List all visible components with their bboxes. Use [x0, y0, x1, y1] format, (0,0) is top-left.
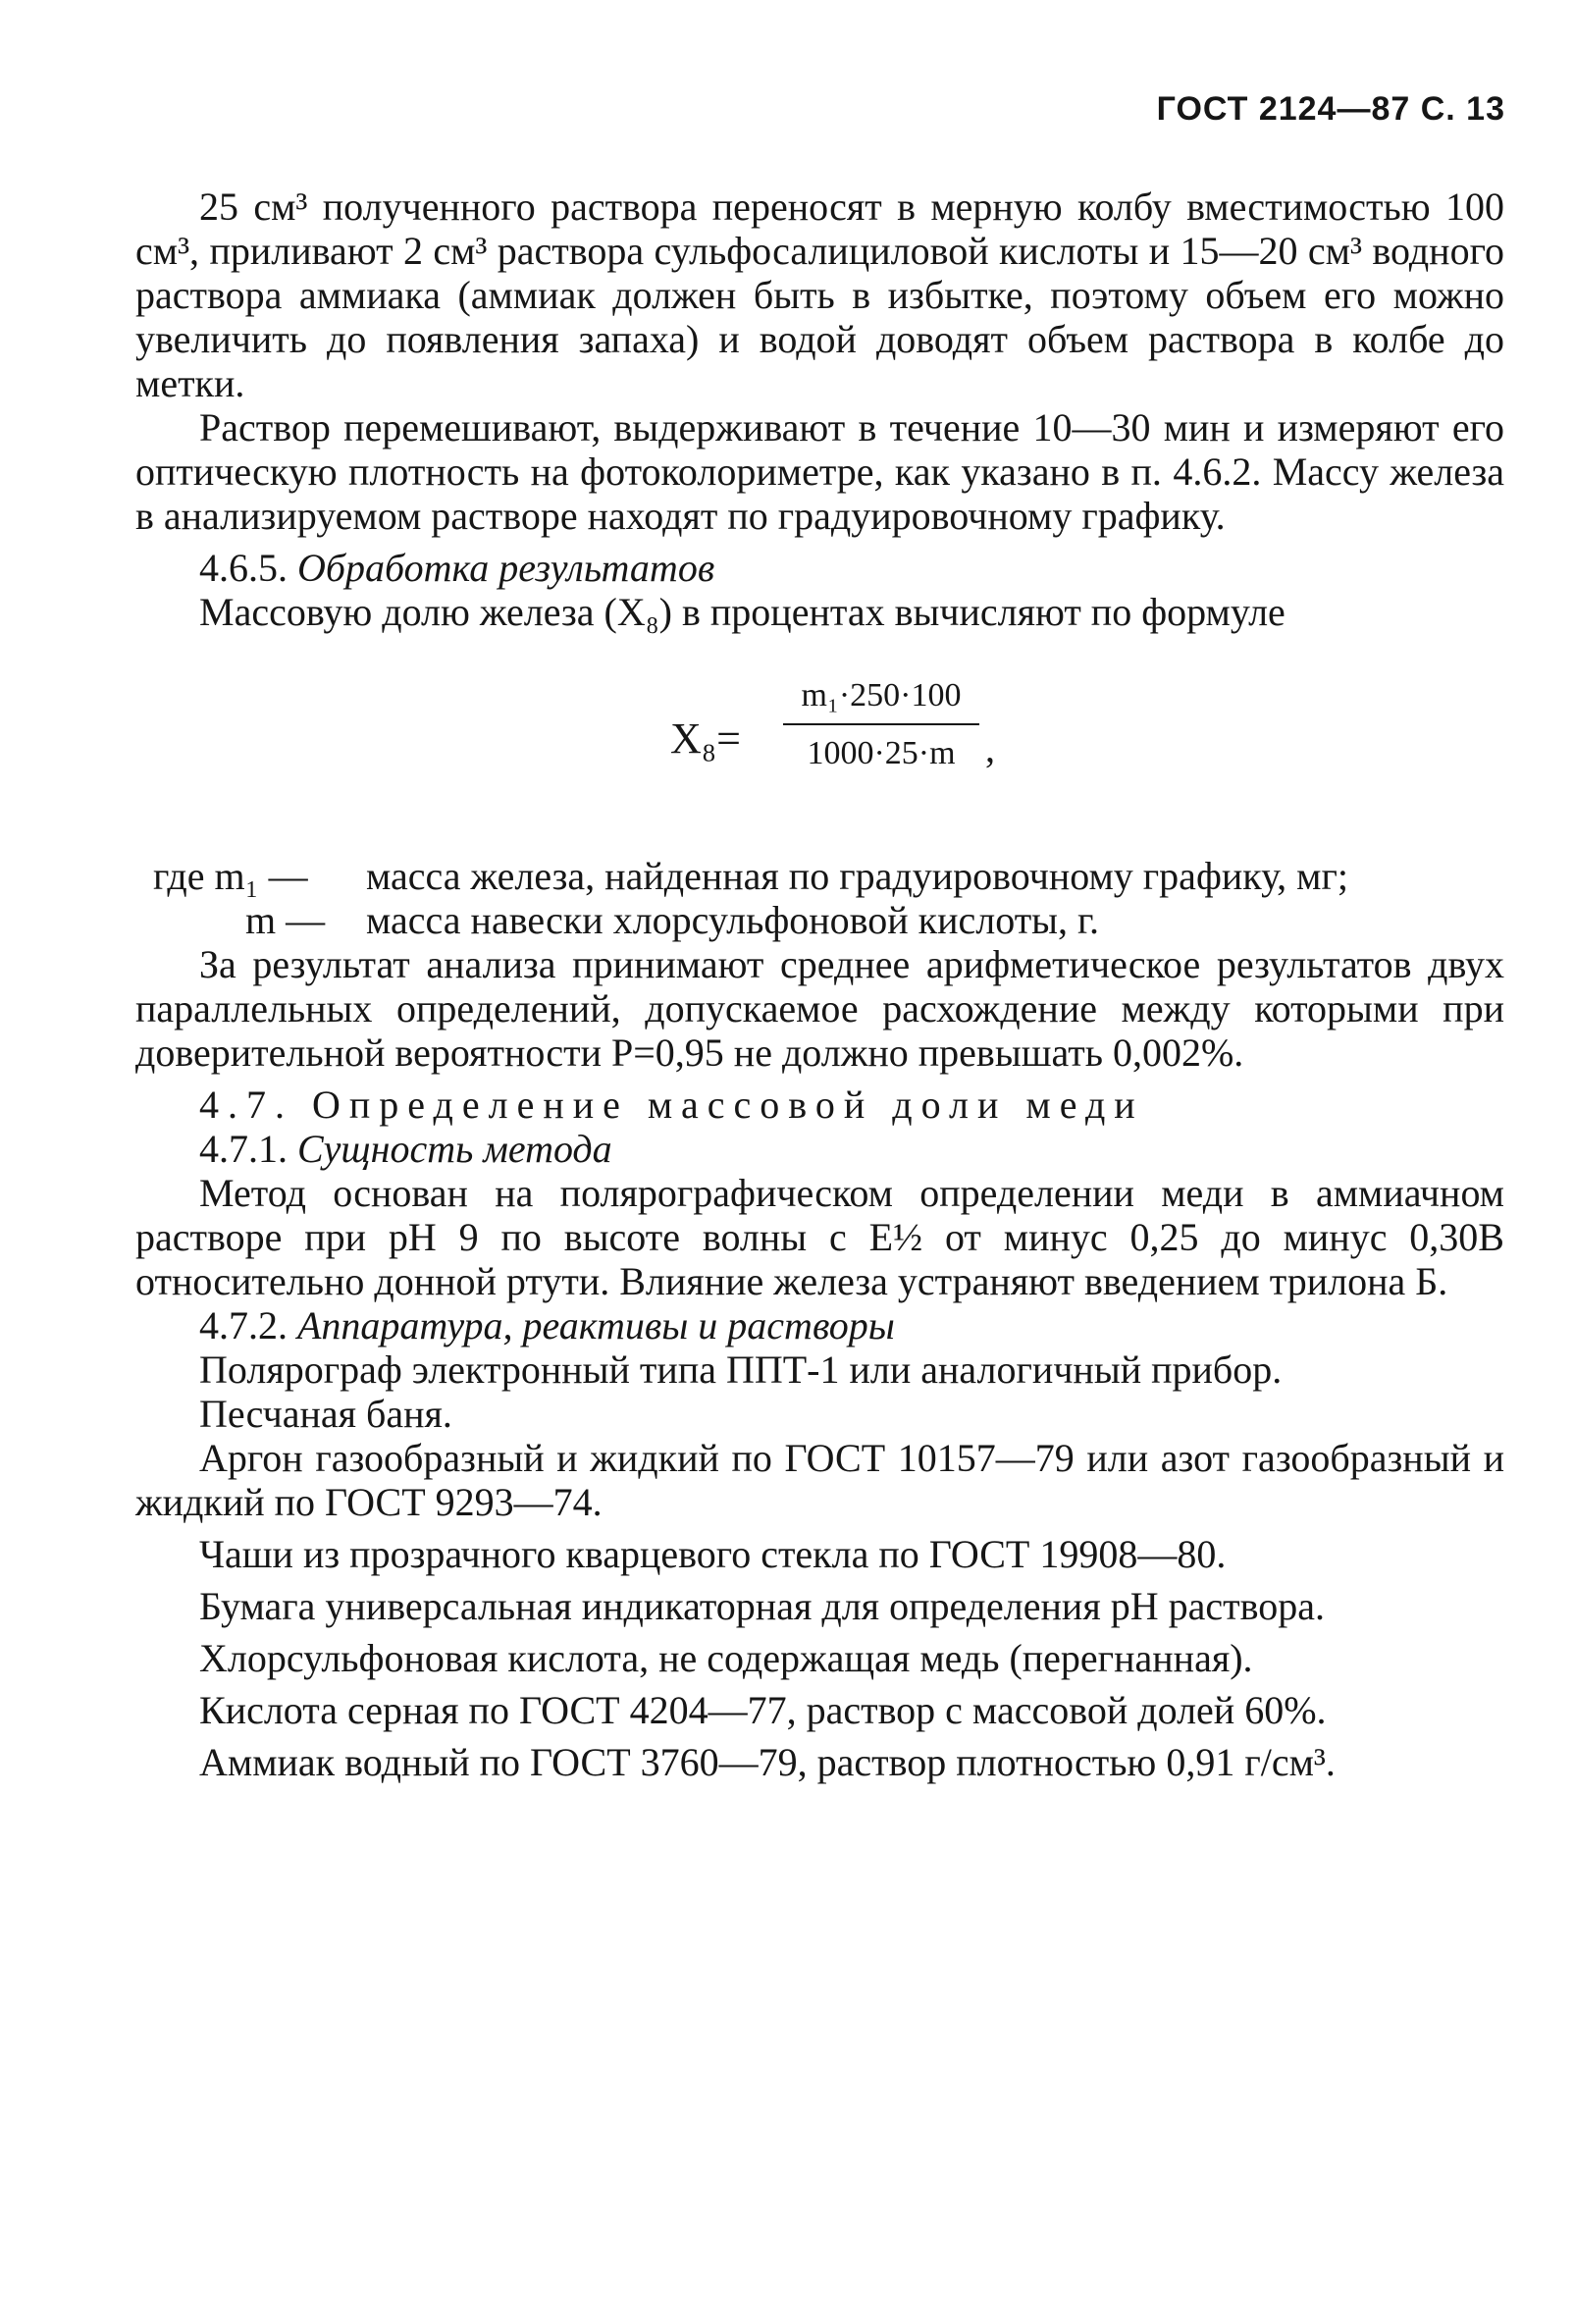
formula-denominator: 1000·25·m	[783, 723, 979, 775]
variable-text: масса навески хлорсульфоновой кислоты, г.	[366, 898, 1099, 942]
list-item: Аргон газообразный и жидкий по ГОСТ 10157—79 или азот газообразный и жидкий по ГОСТ 9293—74.	[135, 1436, 1504, 1524]
section-number: 4.7.1.	[199, 1127, 288, 1171]
paragraph: Метод основан на полярографическом определении меди в аммиачном растворе при pH 9 по высоте волны с E½ от минус 0,25 до минус 0,30В относительно донной ртути. Влияние железа устраняют введением трилона Б.	[135, 1171, 1504, 1303]
list-item: Кислота серная по ГОСТ 4204—77, раствор с массовой долей 60%.	[199, 1688, 1327, 1732]
list-item: Полярограф электронный типа ППТ-1 или аналогичный прибор.	[199, 1347, 1283, 1392]
variable-label: где m₁ —	[153, 854, 308, 898]
formula	[135, 673, 1504, 811]
formula-numerator: m₁·250·100	[801, 677, 962, 713]
variable-label: m —	[245, 898, 326, 942]
page-header: ГОСТ 2124—87 С. 13	[1156, 90, 1505, 128]
variable-definition	[135, 898, 1504, 942]
section-heading	[135, 546, 1504, 590]
paragraph: Массовую долю железа (X₈) в процентах вычисляют по формуле	[199, 590, 1285, 634]
section-number: 4.7.2.	[199, 1303, 288, 1347]
section-title: Сущность метода	[297, 1127, 612, 1171]
section-heading: 4.7. Определение массовой доли меди	[199, 1083, 1144, 1127]
list-item: Хлорсульфоновая кислота, не содержащая медь (перегнанная).	[199, 1636, 1253, 1680]
section-title: Обработка результатов	[297, 546, 715, 590]
list-item: Чаши из прозрачного кварцевого стекла по ГОСТ 19908—80.	[199, 1532, 1227, 1576]
paragraph: Раствор перемешивают, выдерживают в течение 10—30 мин и измеряют его оптическую плотность на фотоколориметре, как указано в п. 4.6.2. Массу железа в анализируемом растворе находят по градуировочному графику.	[135, 405, 1504, 538]
document-body	[135, 185, 1504, 1784]
list-item: Аммиак водный по ГОСТ 3760—79, раствор плотностью 0,91 г/см³.	[199, 1740, 1336, 1784]
paragraph: 25 см³ полученного раствора переносят в мерную колбу вместимостью 100 см³, приливают 2 см³ раствора сульфосалициловой кислоты и 15—20 см³ водного раствора аммиака (аммиак должен быть в избытке, поэтому объем его можно увеличить до появления запаха) и водой доводят объем раствора в колбе до метки.	[135, 185, 1504, 405]
paragraph: За результат анализа принимают среднее арифметическое результатов двух параллельных определений, допускаемое расхождение между которыми при доверительной вероятности P=0,95 не должно превышать 0,002%.	[135, 942, 1504, 1075]
list-item: Бумага универсальная индикаторная для определения pH раствора.	[199, 1584, 1325, 1628]
formula-tail: ,	[985, 726, 995, 770]
variable-definition	[135, 854, 1504, 898]
formula-fraction	[783, 673, 979, 775]
variable-text: масса железа, найденная по градуировочному графику, мг;	[366, 854, 1348, 898]
list-item: Песчаная баня.	[199, 1392, 452, 1436]
section-heading	[135, 1303, 1504, 1347]
section-heading	[135, 1127, 1504, 1171]
formula-lhs: X₈=	[670, 714, 741, 763]
section-number: 4.6.5.	[199, 546, 288, 590]
section-title: Аппаратура, реактивы и растворы	[297, 1303, 895, 1347]
